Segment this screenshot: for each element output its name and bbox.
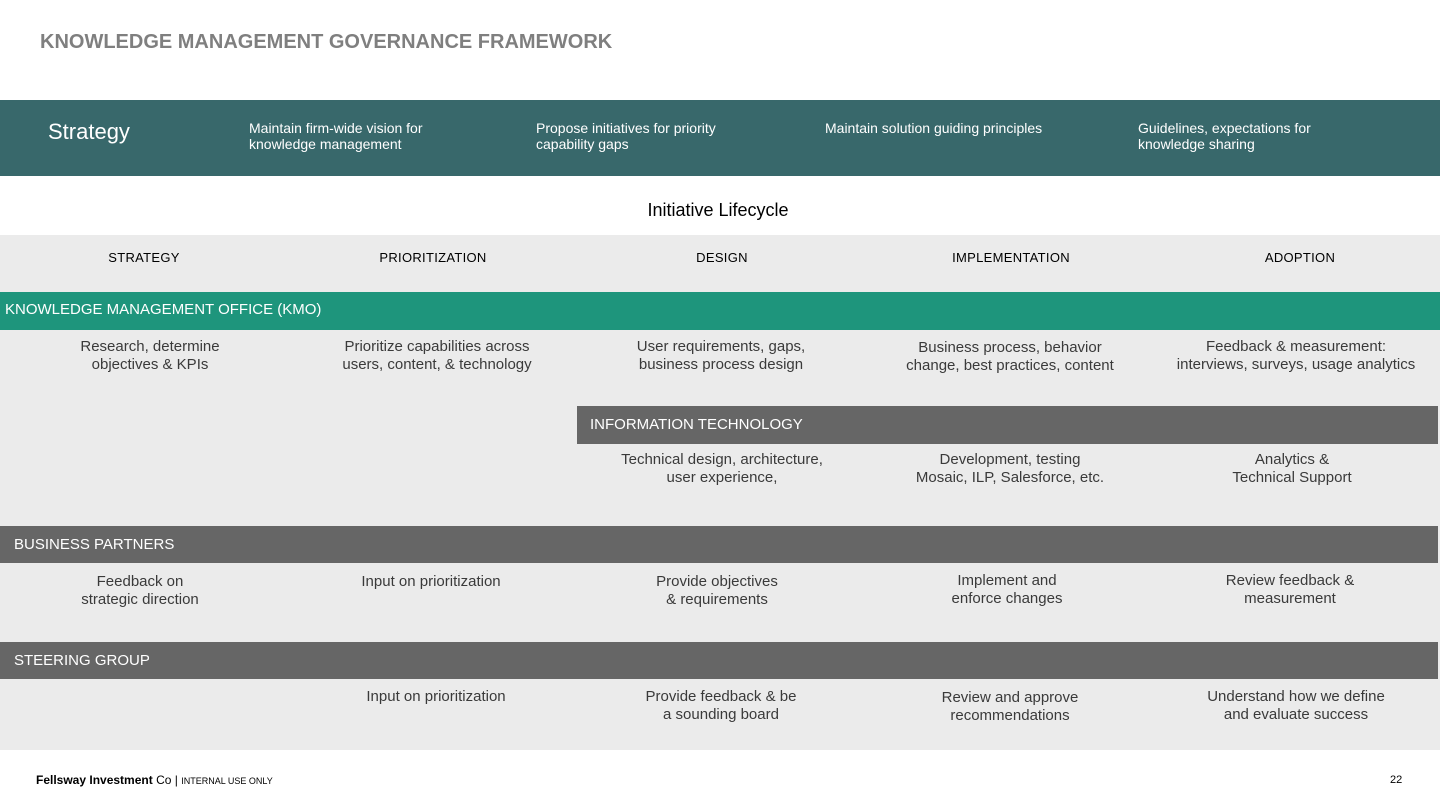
sg-cell-adoption: Understand how we define and evaluate success [1207, 688, 1385, 723]
steering-group-label: STEERING GROUP [14, 652, 150, 669]
strategy-item-guidelines: Guidelines, expectations for knowledge sharing [1138, 120, 1311, 152]
kmo-cell-strategy: Research, determine objectives & KPIs [80, 338, 220, 373]
business-partners-band [0, 526, 1438, 563]
sg-cell-implementation: Review and approve recommendations [941, 689, 1079, 724]
sg-cell-design: Provide feedback & be a sounding board [645, 688, 797, 723]
phase-design: DESIGN [696, 250, 748, 265]
it-cell-adoption: Analytics & Technical Support [1232, 451, 1352, 486]
sg-cell-prioritization: Input on prioritization [366, 688, 506, 705]
phase-strategy: STRATEGY [108, 250, 180, 265]
strategy-item-vision: Maintain firm-wide vision for knowledge management [249, 120, 423, 152]
business-partners-label: BUSINESS PARTNERS [14, 536, 175, 553]
bp-cell-strategy: Feedback on strategic direction [81, 573, 199, 608]
kmo-cell-prioritization: Prioritize capabilities across users, content, & technology [342, 338, 532, 373]
steering-group-band [0, 642, 1438, 679]
strategy-item-initiatives: Propose initiatives for priority capability gaps [536, 120, 716, 152]
phase-prioritization: PRIORITIZATION [379, 250, 487, 265]
kmo-cell-design: User requirements, gaps, business process design [636, 338, 806, 373]
footer-brand-co: Co | [156, 773, 178, 787]
bp-cell-implementation: Implement and enforce changes [951, 572, 1063, 607]
bp-cell-prioritization: Input on prioritization [361, 573, 501, 590]
strategy-label: Strategy [48, 119, 130, 144]
kmo-cell-implementation: Business process, behavior change, best practices, content [906, 339, 1114, 374]
lifecycle-title: Initiative Lifecycle [647, 200, 789, 220]
footer-tag: INTERNAL USE ONLY [181, 776, 273, 786]
it-label: INFORMATION TECHNOLOGY [590, 416, 803, 433]
phase-implementation: IMPLEMENTATION [952, 250, 1070, 265]
it-cell-implementation: Development, testing Mosaic, ILP, Salesforce, etc. [915, 451, 1105, 486]
footer-brand [36, 773, 273, 787]
page-number: 22 [1390, 774, 1403, 786]
kmo-label: KNOWLEDGE MANAGEMENT OFFICE (KMO) [5, 301, 322, 318]
it-cell-design: Technical design, architecture, user experience, [621, 451, 823, 486]
strategy-item-principles: Maintain solution guiding principles [825, 120, 1043, 136]
page-title: KNOWLEDGE MANAGEMENT GOVERNANCE FRAMEWORK [40, 31, 613, 53]
bp-cell-design: Provide objectives & requirements [656, 573, 778, 608]
phase-adoption: ADOPTION [1264, 250, 1336, 265]
bp-cell-adoption: Review feedback & measurement [1225, 572, 1355, 607]
kmo-cell-adoption: Feedback & measurement: interviews, surveys, usage analytics [1176, 338, 1416, 373]
footer-brand-name: Fellsway Investment [36, 773, 153, 787]
